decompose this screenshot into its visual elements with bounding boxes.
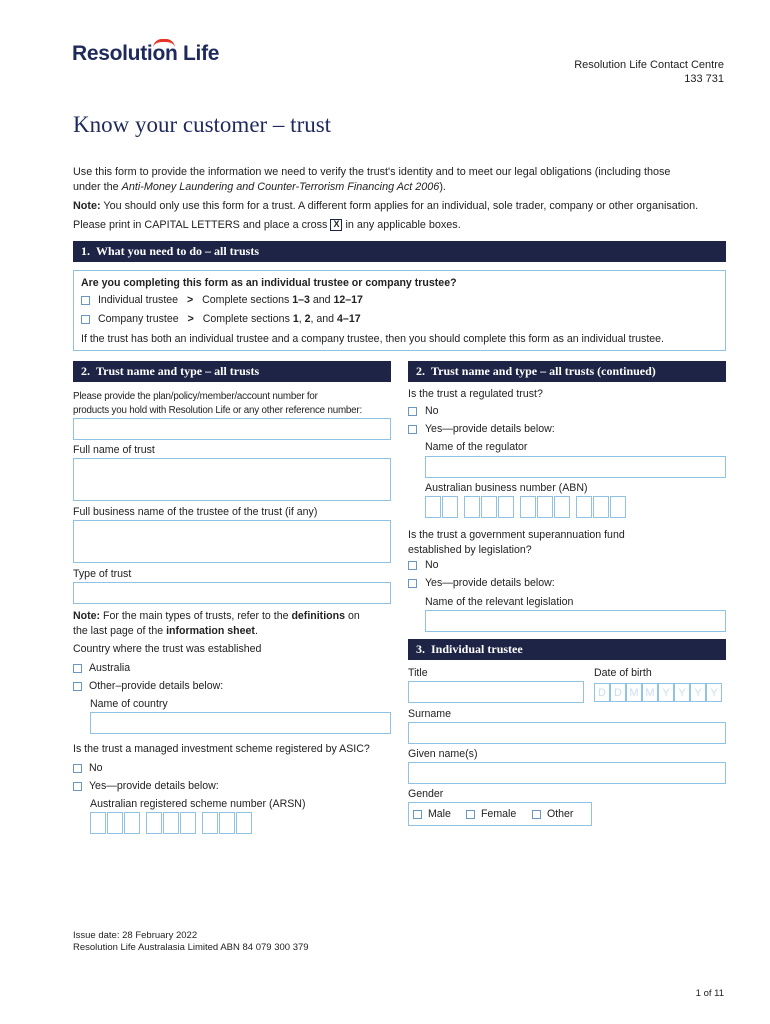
section2-number: 2.: [81, 364, 90, 378]
abn-digit[interactable]: [554, 496, 570, 518]
country-name-label: Name of country: [90, 698, 168, 710]
abn-digit[interactable]: [593, 496, 609, 518]
dob-year-box[interactable]: Y: [674, 683, 690, 702]
option-individual-trustee: [81, 294, 363, 306]
surname-input[interactable]: [408, 722, 726, 744]
gov-q-line1: Is the trust a government superannuation fund: [408, 529, 625, 541]
mis-no-option: [73, 762, 103, 774]
regulated-yes-checkbox[interactable]: [408, 425, 417, 434]
gov-yes-label: Yes—provide details below:: [424, 577, 555, 589]
country-other-option: [73, 680, 223, 692]
note-line1: [73, 609, 360, 624]
arsn-label: Australian registered scheme number (ARSN): [90, 798, 306, 810]
arsn-digit[interactable]: [180, 812, 196, 834]
intro-line2-post: ).: [439, 181, 446, 193]
gender-other-checkbox[interactable]: [532, 810, 541, 819]
country-australia-label: Australia: [88, 662, 131, 674]
section1-number: 1.: [81, 244, 90, 258]
company-trustee-checkbox[interactable]: [81, 315, 90, 324]
mis-no-checkbox[interactable]: [73, 764, 82, 773]
arsn-input[interactable]: [90, 812, 253, 834]
logo-arc-icon: [153, 39, 175, 48]
footer: [73, 930, 309, 954]
trustee-type-question: Are you completing this form as an individual trustee or company trustee?: [81, 277, 457, 289]
gov-no-checkbox[interactable]: [408, 561, 417, 570]
regulator-input[interactable]: [425, 456, 726, 478]
gender-male-option: [413, 808, 451, 820]
opt2-section-a: 1: [292, 313, 299, 325]
gov-no-label: No: [424, 559, 439, 571]
mis-no-label: No: [88, 762, 103, 774]
dob-day-box[interactable]: D: [610, 683, 626, 702]
issue-date: Issue date: 28 February 2022: [73, 930, 198, 941]
section3-number: 3.: [416, 642, 425, 656]
print-instruction-pre: Please print in CAPITAL LETTERS and place a cross: [73, 219, 328, 231]
arsn-digit[interactable]: [124, 812, 140, 834]
country-australia-option: [73, 662, 130, 674]
abn-digit[interactable]: [481, 496, 497, 518]
mis-yes-option: [73, 780, 219, 792]
regulated-no-option: [408, 405, 439, 417]
gender-female-option: [466, 808, 516, 820]
intro-line1: Use this form to provide the information we need to verify the trust's identity and to meet our legal obligations (including those: [73, 166, 671, 178]
section2b-title: Trust name and type – all trusts (continued): [431, 364, 656, 378]
business-name-label: Full business name of the trustee of the trust (if any): [73, 506, 318, 518]
note-line2-post: .: [254, 625, 258, 637]
intro-note: [73, 199, 733, 214]
reference-number-input[interactable]: [73, 418, 391, 440]
note-line2: [73, 624, 360, 639]
trust-type-note: [73, 609, 360, 639]
intro-note-text: You should only use this form for a trust. A different form applies for an individual, sole trader, company or other organisation.: [100, 200, 699, 212]
abn-digit[interactable]: [520, 496, 536, 518]
title-label: Title: [408, 667, 428, 679]
opt2-comma: ,: [298, 313, 305, 325]
trust-type-label: Type of trust: [73, 568, 132, 580]
section2-continued-header: [408, 361, 726, 382]
section2b-number: 2.: [416, 364, 425, 378]
dob-label: Date of birth: [594, 667, 652, 679]
note-mid: on: [345, 610, 360, 622]
print-instruction: [73, 218, 733, 233]
dob-day-box[interactable]: D: [594, 683, 610, 702]
country-other-checkbox[interactable]: [73, 682, 82, 691]
business-name-input[interactable]: [73, 520, 391, 563]
dob-input[interactable]: [594, 683, 722, 702]
contact-centre: [574, 58, 724, 86]
abn-input[interactable]: [425, 496, 627, 518]
company-abn: Resolution Life Australasia Limited ABN 84 079 300 379: [73, 942, 309, 953]
regulated-question: Is the trust a regulated trust?: [408, 388, 543, 400]
arsn-digit[interactable]: [202, 812, 218, 834]
opt2-section-b: 2: [304, 313, 311, 325]
full-name-input[interactable]: [73, 458, 391, 501]
arsn-digit[interactable]: [146, 812, 162, 834]
gender-male-label: Male: [427, 808, 451, 820]
note-label: Note:: [73, 610, 101, 622]
opt1-and: and: [309, 294, 334, 306]
opt2-section-c: 4–17: [337, 313, 361, 325]
arrow-icon: >: [187, 294, 194, 306]
intro-line2-pre: under the: [73, 181, 122, 193]
dob-month-box[interactable]: M: [626, 683, 642, 702]
mis-question: Is the trust a managed investment scheme registered by ASIC?: [73, 743, 370, 755]
country-name-input[interactable]: [90, 712, 391, 734]
abn-digit[interactable]: [576, 496, 592, 518]
abn-digit[interactable]: [610, 496, 626, 518]
opt2-text: Complete sections: [202, 313, 293, 325]
dob-year-box[interactable]: Y: [690, 683, 706, 702]
regulator-label: Name of the regulator: [425, 441, 528, 453]
regulated-yes-label: Yes—provide details below:: [424, 423, 555, 435]
print-instruction-post: in any applicable boxes.: [342, 219, 461, 231]
gov-no-option: [408, 559, 439, 571]
regulated-no-label: No: [424, 405, 439, 417]
ref-line2: products you hold with Resolution Life or any other reference number:: [73, 405, 362, 416]
gov-super-question: [408, 528, 625, 558]
section3-header: [408, 639, 726, 660]
arsn-digit[interactable]: [90, 812, 106, 834]
company-logo: [72, 42, 219, 66]
regulated-yes-option: [408, 423, 555, 435]
title-input[interactable]: [408, 681, 584, 703]
note-definitions: definitions: [291, 610, 345, 622]
arsn-digit[interactable]: [236, 812, 252, 834]
dob-month-box[interactable]: M: [642, 683, 658, 702]
individual-trustee-checkbox[interactable]: [81, 296, 90, 305]
gender-other-option: [532, 808, 573, 820]
abn-label: Australian business number (ABN): [425, 482, 588, 494]
individual-trustee-label: Individual trustee: [97, 294, 179, 306]
opt1-sections-a: 1–3: [292, 294, 310, 306]
opt2-and: , and: [310, 313, 338, 325]
mis-yes-checkbox[interactable]: [73, 782, 82, 791]
ref-line1: Please provide the plan/policy/member/account number for: [73, 391, 318, 402]
arsn-digit[interactable]: [163, 812, 179, 834]
logo-text: Resolution Life: [72, 42, 220, 65]
section2-title: Trust name and type – all trusts: [96, 364, 260, 378]
company-trustee-label: Company trustee: [97, 313, 179, 325]
gov-q-line2: established by legislation?: [408, 544, 532, 556]
arsn-digit[interactable]: [107, 812, 123, 834]
section2-header: [73, 361, 391, 382]
surname-label: Surname: [408, 708, 451, 720]
reference-number-label: [73, 390, 362, 418]
gender-female-label: Female: [480, 808, 517, 820]
abn-digit[interactable]: [464, 496, 480, 518]
mis-yes-label: Yes—provide details below:: [88, 780, 219, 792]
section1-title: What you need to do – all trusts: [96, 244, 260, 258]
trust-type-input[interactable]: [73, 582, 391, 604]
country-question: Country where the trust was established: [73, 643, 262, 655]
contact-phone: 133 731: [684, 73, 724, 85]
note-line2-pre: the last page of the: [73, 625, 167, 637]
country-australia-checkbox[interactable]: [73, 664, 82, 673]
option-company-trustee: [81, 313, 361, 325]
legislation-input[interactable]: [425, 610, 726, 632]
section1-header: [73, 241, 726, 262]
abn-digit[interactable]: [425, 496, 441, 518]
intro-line2: [73, 180, 733, 195]
gov-yes-checkbox[interactable]: [408, 579, 417, 588]
page-number: 1 of 11: [695, 988, 724, 999]
section3-title: Individual trustee: [431, 642, 523, 656]
page-title: Know your customer – trust: [73, 112, 332, 137]
abn-digit[interactable]: [498, 496, 514, 518]
gender-female-checkbox[interactable]: [466, 810, 475, 819]
note-pre: For the main types of trusts, refer to the: [100, 610, 292, 622]
dob-year-box[interactable]: Y: [658, 683, 674, 702]
arrow-icon: >: [187, 313, 194, 325]
gender-male-checkbox[interactable]: [413, 810, 422, 819]
regulated-no-checkbox[interactable]: [408, 407, 417, 416]
gender-other-label: Other: [546, 808, 574, 820]
note-info-sheet: information sheet: [166, 625, 255, 637]
given-names-label: Given name(s): [408, 748, 478, 760]
act-name: Anti-Money Laundering and Counter-Terrorism Financing Act 2006: [121, 181, 440, 193]
gender-label: Gender: [408, 788, 444, 800]
opt1-text: Complete sections: [202, 294, 293, 306]
section1-footnote: If the trust has both an individual trustee and a company trustee, then you should complete this form as an individual trustee.: [81, 333, 664, 345]
intro-text: [73, 165, 733, 195]
arsn-digit[interactable]: [219, 812, 235, 834]
dob-year-box[interactable]: Y: [706, 683, 722, 702]
full-name-label: Full name of trust: [73, 444, 155, 456]
abn-digit[interactable]: [442, 496, 458, 518]
legislation-label: Name of the relevant legislation: [425, 596, 574, 608]
abn-digit[interactable]: [537, 496, 553, 518]
opt1-sections-b: 12–17: [333, 294, 363, 306]
given-names-input[interactable]: [408, 762, 726, 784]
cross-example-icon: X: [330, 219, 342, 231]
contact-name: Resolution Life Contact Centre: [574, 59, 724, 71]
country-other-label: Other–provide details below:: [88, 680, 224, 692]
intro-note-label: Note:: [73, 200, 101, 212]
gov-yes-option: [408, 577, 555, 589]
